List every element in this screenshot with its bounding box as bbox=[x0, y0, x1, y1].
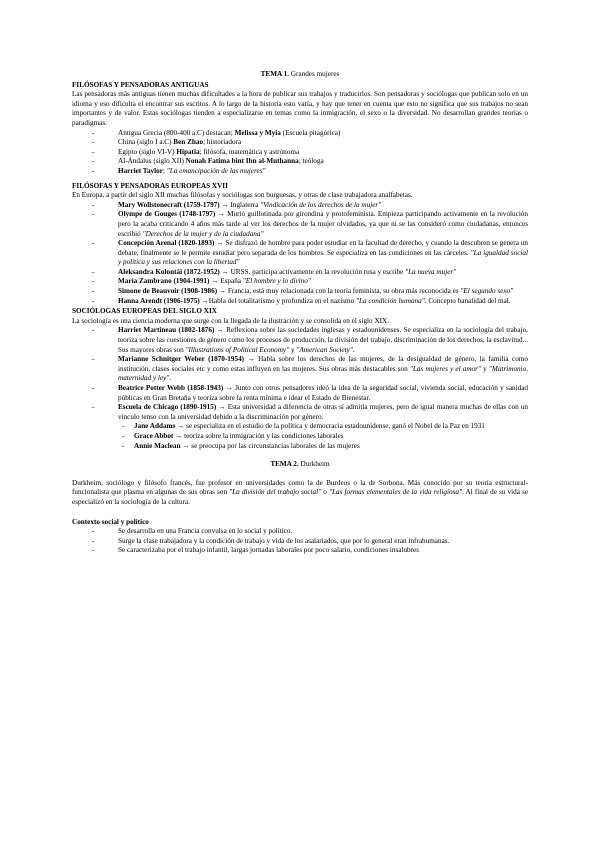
list-item: - Concepción Arenal (1820-1893) → Se disfrazó de hombre para poder estudiar en la facultad de derecho, y cuando la descubren se genera un debate, finalmente se le permite estudiar pero separada de los hombres. Se especializa en las condiciones en las cárceles. "La igualdad social y política y sus relaciones con la libertad" bbox=[72, 239, 528, 268]
paragraph: Durkheim, sociólogo y filósofo francés, fue profesor en universidades como la de Burdeos o la de Sorbona. Más conocido por su teoría estructural-funcionalista que plasma en algunas de sus obras son "La división del trabajo social" o "Las formas elementales de la vida religiosa". Al final de su vida se especializó en la sociología de la cultura. bbox=[72, 478, 529, 506]
list-item: - Se caracterizaba por el trabajo infantil, largas jornadas laborales por poco salario, condiciones insalubres bbox=[72, 546, 528, 556]
list-item: - Egipto (siglo VI-V) Hipatia; filósofa, matemática y astrónoma bbox=[72, 148, 528, 158]
section-heading: SOCIÓLOGAS EUROPEAS DEL SIGLO XIX bbox=[72, 307, 217, 316]
section-heading: FILÓSOFAS Y PENSADORAS ANTIGUAS bbox=[72, 80, 209, 89]
list-item: - Se desarrolla en una Francia convulsa en lo social y político. bbox=[72, 527, 528, 537]
list-item: - Hanna Arendt (1906-1975) →Habla del totalitarismo y profundiza en el nazismo "La condición humana". Concepto banalidad del mal. bbox=[72, 297, 528, 307]
list-item: - Olympe de Gouges (1748-1797) → Murió guillotinada por girondina y protofeminista. Empieza participando activamente en la revolución pero la acaba criticando 4 años más tarde al ver los derechos de la mujer olvidados, ya que ni se las consideró como ciudadanas, entonces escribió "Derechos de la mujer y de la ciudadana" bbox=[72, 210, 528, 239]
bullet-list bbox=[72, 201, 528, 307]
paragraph: En Europa, a partir del siglo XII muchas filósofas y sociólogas son burguesas, y otras de clase trabajadora analfabetas. bbox=[72, 191, 413, 200]
sub-list bbox=[72, 422, 528, 451]
tema1-title bbox=[72, 70, 528, 80]
tema2-title bbox=[72, 460, 528, 470]
sub-list-item: - Jane Addams → se especializa en el estudio de la política y democracia estadounidense, ganó el Nobel de la Paz en 1931 bbox=[72, 422, 528, 432]
list-item: - Al-Ándalus (siglo XII) Nonah Fatima bint Ibn al-Muthanna; teóloga bbox=[72, 157, 528, 167]
paragraph: La sociología es una ciencia moderna que surge con la llegada de la ilustración y se consolida en el siglo XIX. bbox=[72, 316, 390, 325]
tema2-name: Durkheim bbox=[300, 460, 330, 469]
sub-list-item: - Annie Maclean → se preocupa por las circunstancias laborales de las mujeres bbox=[72, 442, 528, 452]
list-item: - Mary Wollstonecraft (1759-1797) → Inglaterra "Vindicación de los derechos de la mujer" bbox=[72, 201, 528, 211]
section-heading: Contexto social y político bbox=[72, 517, 149, 526]
list-item: - María Zambrano (1904-1991) → España "El hombre y lo divino" bbox=[72, 277, 528, 287]
list-item: - Surge la clase trabajadora y la condición de trabajo y vida de los asalariados, que por lo general eran infrahumanas. bbox=[72, 537, 528, 547]
list-item: - Harriet Martineau (1802-1876) → Reflexiona sobre las sociedades inglesas y estadounidenses. Se especializa en la sociología del trabajo, teoriza sobre las cuestiones de género como los procesos de producción, la división del trabajo, discriminación de los derechos, la esclavitud... Sus mayores obras son "Illustrations of Political Economy" y "American Society". bbox=[72, 326, 528, 355]
list-item: - Marianne Schnitger Weber (1870-1954) → Habla sobre los derechos de las mujeres, de la desigualdad de género, la familia como institución, clases sociales etc y como estas influyen en las mujeres. Sus obras más destacables son "Las mujeres y el amor" y "Matrimonio, maternidad y ley". bbox=[72, 355, 528, 384]
section-heading: FILÓSOFAS Y PENSADORAS EUROPEAS XVII bbox=[72, 181, 228, 190]
bullet-list bbox=[72, 326, 528, 422]
list-item: - Escuela de Chicago (1890-1915) → Esta universidad a diferencia de otras sí admitía mujeres, pero de igual manera muchas de ellas con un vínculo tenso con la universidad debido a la discriminación por género. bbox=[72, 403, 528, 422]
list-item: - Antigua Grecia (800-400 a.C) destacan; Melissa y Myia (Escuela pitagórica) bbox=[72, 129, 528, 139]
sub-list-item: - Grace Abbot → teoriza sobre la inmigración y las condiciones laborales bbox=[72, 432, 528, 442]
document-page bbox=[72, 70, 528, 556]
bullet-list bbox=[72, 129, 528, 177]
list-item: - Harriet Taylor; "La emancipación de las mujeres" bbox=[72, 167, 528, 177]
bullet-list bbox=[72, 527, 528, 556]
tema1-label: TEMA 1. bbox=[260, 70, 290, 78]
tema2-label: TEMA 2. bbox=[270, 460, 299, 469]
list-item: - Simone de Beauvoir (1908-1986) → Francia, está muy relacionada con la teoría feminista, su obra más reconocida es "El segundo sexo" bbox=[72, 287, 528, 297]
list-item: - Aleksandra Kolontái (1872-1952) → URSS, participa activamente en la revolución rusa y escribe "La nueva mujer" bbox=[72, 268, 528, 278]
list-item: - Beatrice Potter Webb (1858-1943) → Junto con otros pensadores ideó la idea de la seguridad social, vivienda social, educación y sanidad públicas en Gran Bretaña y teoriza sobre la renta mínima e idear el Estado de Bienestar. bbox=[72, 384, 528, 403]
list-item: - China (siglo I a.C) Ben Zhao; historiadora bbox=[72, 138, 528, 148]
paragraph: Las pensadoras más antiguas tienen muchas dificultades a la hora de publicar sus trabajos y traducirlos. Son pensadoras y sociólogas que publican solo en un idioma y eso dificulta el encontrar sus escritos. A lo largo de la historia esto varía, y hay que tener en cuenta que esto no significa que sus trabajos no sean importantes y de valor. Estas sociólogas tienden a especializarse en temas como la inmigración, el sexo o la diversidad. No desarrollan grandes teorías o paradigmas. bbox=[72, 90, 528, 127]
tema1-name: Grandes mujeres bbox=[290, 70, 340, 78]
